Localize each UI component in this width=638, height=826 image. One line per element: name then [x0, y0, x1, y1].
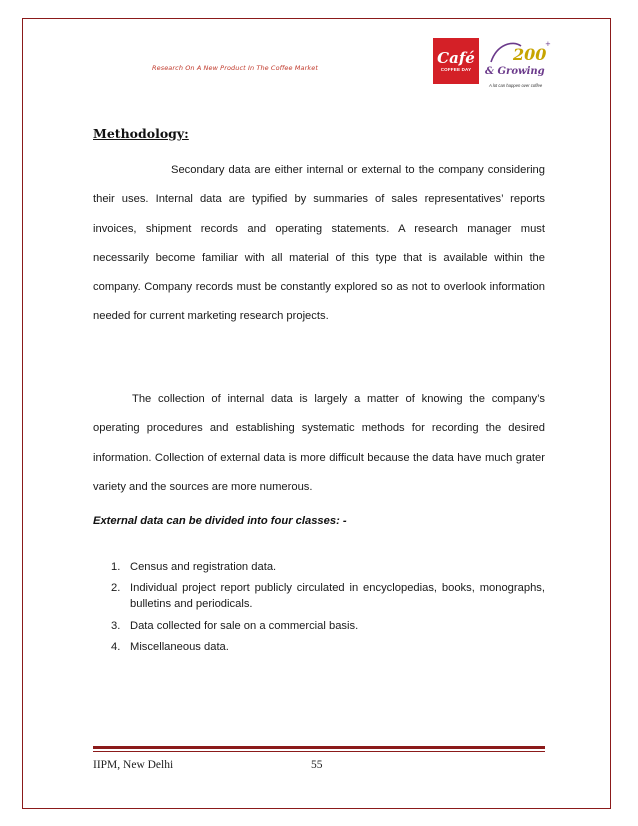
logo-red-box [433, 38, 479, 84]
logo-growing-text: & Growing [485, 66, 545, 77]
list-item [111, 618, 545, 634]
page-number: 55 [311, 759, 323, 771]
list-item-text: Miscellaneous data. [130, 640, 229, 653]
list-item-text: Data collected for sale on a commercial basis. [130, 619, 359, 632]
list-item-text: Census and registration data. [130, 561, 277, 573]
list-item-number: 4. [111, 640, 121, 653]
section-heading: Methodology: [93, 126, 189, 141]
list-item-number: 1. [111, 561, 121, 573]
list-item-text: Individual project report publicly circulated in encyclopedias, books, monographs, bulletins and periodicals. [130, 582, 545, 611]
paragraph-secondary-data: Secondary data are either internal or external to the company considering their uses. Internal data are typified by summaries of sales representatives’ reports invoices, shipment records and operating statements. A research manager must necessarily become familiar with all material of this type that is available within the company. Company records must be constantly explored so as not to overlook information needed for current marketing research projects. [93, 164, 545, 323]
logo-cafe-text: Café [437, 49, 475, 67]
logo-swirl-icon [483, 36, 553, 68]
cafe-coffee-day-logo [433, 36, 553, 94]
list-item-number: 3. [111, 619, 121, 632]
footer-rule-thin [93, 751, 545, 752]
list-item [111, 580, 545, 612]
paragraph-internal-data: The collection of internal data is largely a matter of knowing the company’s operating procedures and establishing systematic methods for recording the desired information. Collection of external data is more difficult because the data have much grater variety and the sources are more numerous. [93, 393, 545, 493]
footer-institution: IIPM, New Delhi [93, 759, 174, 771]
logo-tagline: A lot can happen over coffee [489, 83, 543, 88]
external-data-subheading: External data can be divided into four classes: - [93, 515, 347, 527]
external-data-classes-list [111, 559, 545, 660]
logo-years: 200 [513, 45, 547, 64]
running-header: Research On A New Product In The Coffee Market [152, 64, 318, 72]
footer-rule [93, 746, 545, 749]
logo-plus: + [545, 40, 551, 48]
list-item [111, 639, 545, 655]
logo-coffee-day-text: COFFEE DAY [440, 67, 472, 72]
list-item-number: 2. [111, 582, 121, 595]
list-item [111, 559, 545, 575]
